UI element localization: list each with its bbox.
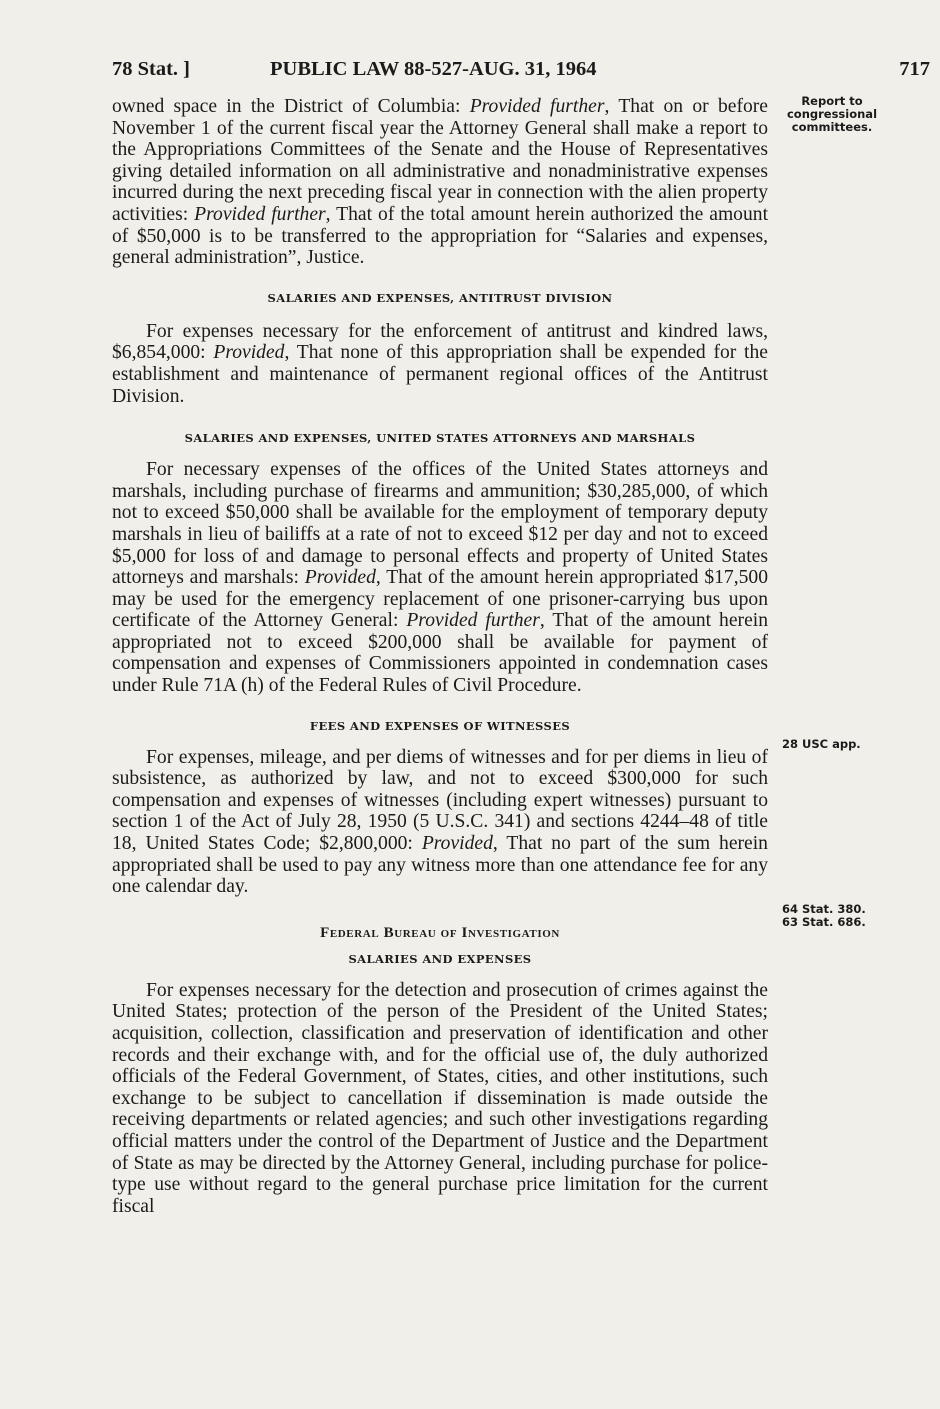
text-run: , That of the total amount herein authorized the amount of $50,000 is to be transferred to the appropriation for “Salaries and expenses, general administration”, Justice.	[112, 203, 769, 269]
subheading-fbi-salaries: SALARIES AND EXPENSES	[348, 951, 532, 966]
text-run: For necessary expenses of the offices of the United States attorneys and marshals, including purchase of firearms and ammunition; $30,285,000, of which not to exceed $50,000 shall be available for the employment of temporary deputy marshals in lieu of bailiffs at a rate of not to exceed $12 per day and not to exceed $5,000 for loss of and damage to personal effects and property of United States attorneys and marshals:	[112, 459, 768, 589]
margin-note-report: Report to congressional committees.	[786, 94, 878, 134]
text-run: , That no part of the sum herein appropriated shall be used to pay any witness more than one attendance fee for any one calendar day.	[112, 833, 768, 898]
text-run: owned space in the District of Columbia:	[112, 96, 470, 117]
text-run: For expenses, mileage, and per diems of witnesses and for per diems in lieu of subsistence, as authorized by law, and not to exceed $300,000 for such compensation and expenses of witnesses (including expert witnesses) pursuant to section 1 of the Act of July 28, 1950 (5 U.S.C. 341) and sections 4244–48 of title 18, United States Code; $2,800,000:	[112, 746, 768, 855]
paragraph-alien-property	[112, 96, 768, 269]
text-run: , That on or before November 1 of the current fiscal year the Attorney General shall make a report to the Appropriations Committees of the Senate and the House of Representatives giving detailed information on all administrative and nonadministrative expenses incurred during the next preceding fiscal year in connection with the alien property activities:	[112, 96, 769, 225]
heading-witnesses: FEES AND EXPENSES OF WITNESSES	[309, 718, 571, 733]
italic-proviso: Provided further	[406, 610, 540, 632]
italic-proviso: Provided	[304, 567, 376, 589]
heading-fbi: Federal Bureau of Investigation	[320, 924, 560, 941]
heading-attorneys-marshals: SALARIES AND EXPENSES, UNITED STATES ATTORNEYS AND MARSHALS	[184, 431, 696, 446]
margin-note-stat-380: 64 Stat. 380.	[782, 902, 866, 916]
margin-note-stat-686: 63 Stat. 686.	[782, 915, 866, 929]
margin-note-usc: 28 USC app.	[782, 737, 861, 751]
law-title: PUBLIC LAW 88-527-AUG. 31, 1964	[270, 58, 597, 80]
heading-antitrust: SALARIES AND EXPENSES, ANTITRUST DIVISION	[267, 290, 613, 305]
paragraph-witnesses	[112, 747, 768, 898]
italic-proviso: Provided further	[469, 96, 605, 117]
italic-proviso: Provided	[213, 342, 285, 364]
page-header	[112, 58, 930, 86]
italic-proviso: Provided further	[194, 203, 326, 225]
paragraph-fbi: For expenses necessary for the detection and prosecution of crimes against the United States; protection of the person of the President of the United States; acquisition, collection, classification and preservation of identification and other records and their exchange with, and for the official use of, the duly authorized officials of the Federal Government, of States, cities, and other institutions, such exchange to be subject to cancellation if dissemination is made outside the receiving departments or related agencies; and such other investigations regarding official matters under the control of the Department of Justice and the Department of State as may be directed by the Attorney General, including purchase for police-type use without regard to the general purchase price limitation for the current fiscal	[112, 979, 768, 1217]
text-run: , That none of this appropriation shall be expended for the establishment and maintenance of permanent regional offices of the Antitrust Division.	[112, 342, 768, 407]
volume-reference: 78 Stat. ]	[112, 58, 191, 80]
main-text-column	[112, 96, 768, 1217]
text-run: , That of the amount herein appropriated $17,500 may be used for the emergency replacement of one prisoner-carrying bus upon certificate of the Attorney General:	[112, 567, 769, 632]
page-number: 717	[899, 58, 930, 80]
italic-proviso: Provided	[421, 833, 493, 855]
paragraph-antitrust	[112, 321, 768, 407]
paragraph-attorneys-marshals	[112, 459, 768, 697]
text-run: , That of the amount herein appropriated not to exceed $200,000 shall be available for payment of compensation and expenses of Commissioners appointed in condemnation cases under Rule 71A (h) of the Federal Rules of Civil Procedure.	[112, 610, 769, 697]
text-run: For expenses necessary for the enforcement of antitrust and kindred laws, $6,854,000:	[112, 320, 768, 364]
